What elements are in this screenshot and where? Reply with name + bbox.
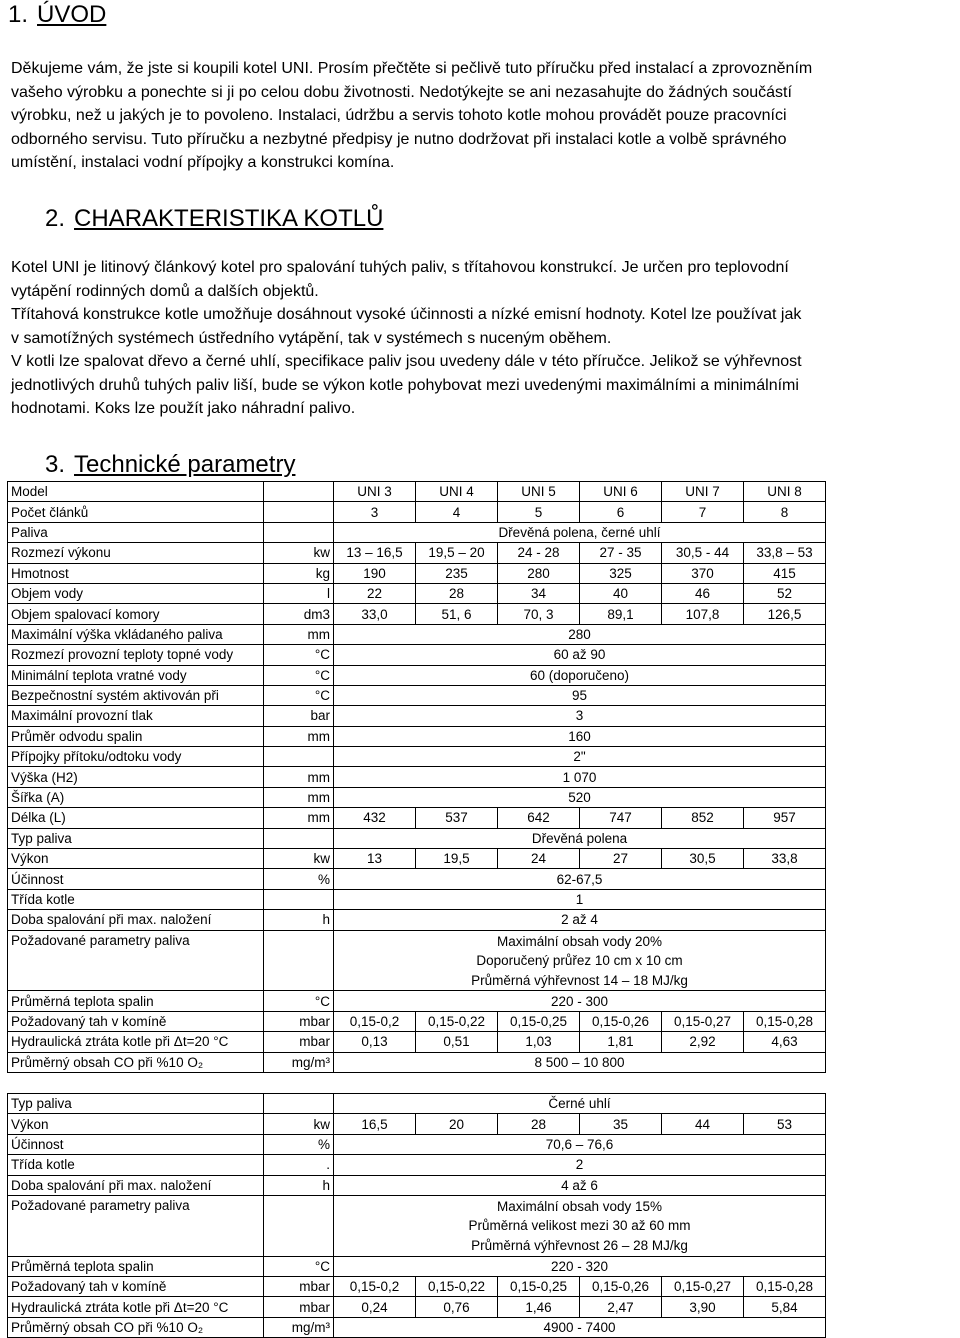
parameter-label: Průměrná teplota spalin — [8, 991, 264, 1011]
parameter-label: Minimální teplota vratné vody — [8, 665, 264, 685]
value-cell: 89,1 — [580, 604, 662, 624]
value-cell: 70, 3 — [498, 604, 580, 624]
span-value-cell: Dřevěná polena — [334, 828, 826, 848]
value-cell: UNI 5 — [498, 482, 580, 502]
parameter-label: Délka (L) — [8, 808, 264, 828]
parameter-unit: mm — [264, 767, 334, 787]
table-row — [8, 1114, 826, 1134]
value-cell: 537 — [416, 808, 498, 828]
text-line: umístění, instalaci vodní přípojky a konstrukci komína. — [11, 154, 395, 171]
value-cell: 2,47 — [580, 1297, 662, 1317]
span-value-cell: Dřevěná polena, černé uhlí — [334, 522, 826, 542]
requirement-line: Průměrná výhřevnost 26 – 28 MJ/kg — [471, 1238, 688, 1254]
table-row — [8, 604, 826, 624]
text-line: vytápění rodinných domů a dalších objektů. — [11, 282, 319, 300]
fuel-requirements-cell — [334, 930, 826, 991]
parameter-unit: mm — [264, 787, 334, 807]
parameter-unit: l — [264, 583, 334, 603]
parameter-unit — [264, 889, 334, 909]
text-line: jednotlivých druhů tuhých paliv liší, bude se výkon kotle pohybovat mezi uvedenými maximálními a minimálními — [11, 376, 799, 394]
text-line: Kotel UNI je litinový článkový kotel pro spalování tuhých paliv, s třítahovou konstrukcí. Je určen pro teplovodní — [11, 259, 789, 276]
span-value-cell: Černé uhlí — [334, 1093, 826, 1113]
table-row — [8, 706, 826, 726]
parameter-label: Bezpečnostní systém aktivován při — [8, 685, 264, 705]
parameter-label: Průměrný obsah CO při %10 O₂ — [8, 1317, 264, 1337]
text-line: odborného servisu. Tuto příručku a nezbytné předpisy je nutno dodržovat při instalaci kotle a volbě správného — [11, 130, 787, 148]
value-cell: 3,90 — [662, 1297, 744, 1317]
value-cell: 0,51 — [416, 1032, 498, 1052]
parameter-unit: mm — [264, 808, 334, 828]
table-row — [8, 910, 826, 930]
table-row — [8, 787, 826, 807]
text-line: výrobku, než u jakých je to povoleno. Instalaci, údržbu a servis tohoto kotle mohou provádět pouze pracovníci — [11, 107, 787, 124]
span-value-cell: 62-67,5 — [334, 869, 826, 889]
span-value-cell: 520 — [334, 787, 826, 807]
value-cell: UNI 4 — [416, 482, 498, 502]
value-cell: 0,15-0,27 — [662, 1011, 744, 1031]
value-cell: 3 — [334, 502, 416, 522]
table-row — [8, 1277, 826, 1297]
parameter-unit: °C — [264, 685, 334, 705]
table-row — [8, 930, 826, 991]
value-cell: 24 - 28 — [498, 543, 580, 563]
parameter-unit: mg/m³ — [264, 1052, 334, 1072]
section-title: Technické parametry — [74, 451, 296, 478]
span-value-cell: 60 až 90 — [334, 645, 826, 665]
value-cell: UNI 8 — [744, 482, 826, 502]
value-cell: UNI 6 — [580, 482, 662, 502]
span-value-cell: 8 500 – 10 800 — [334, 1052, 826, 1072]
parameter-label: Požadované parametry paliva — [8, 1195, 264, 1256]
parameter-unit: h — [264, 910, 334, 930]
table-row — [8, 1155, 826, 1175]
parameter-label: Model — [8, 482, 264, 502]
value-cell: 852 — [662, 808, 744, 828]
value-cell: 4 — [416, 502, 498, 522]
parameter-unit — [264, 747, 334, 767]
value-cell: 35 — [580, 1114, 662, 1134]
parameter-label: Hydraulická ztráta kotle při Δt=20 °C — [8, 1297, 264, 1317]
table-row — [8, 869, 826, 889]
section-number: 1. — [8, 1, 29, 28]
value-cell: 1,03 — [498, 1032, 580, 1052]
table-row — [8, 1093, 826, 1113]
value-cell: 957 — [744, 808, 826, 828]
table-row — [8, 889, 826, 909]
table-row — [8, 726, 826, 746]
parameter-unit: % — [264, 1134, 334, 1154]
table-row — [8, 1052, 826, 1072]
section-number: 3. — [45, 451, 66, 478]
parameter-unit: mbar — [264, 1297, 334, 1317]
table-row — [8, 1317, 826, 1337]
value-cell: 19,5 – 20 — [416, 543, 498, 563]
span-value-cell: 1 070 — [334, 767, 826, 787]
value-cell: 13 — [334, 849, 416, 869]
table-row — [8, 685, 826, 705]
requirement-line: Maximální obsah vody 15% — [496, 1198, 663, 1214]
value-cell: 24 — [498, 849, 580, 869]
parameter-label: Typ paliva — [8, 828, 264, 848]
value-cell: 53 — [744, 1114, 826, 1134]
parameter-unit: h — [264, 1175, 334, 1195]
parameter-label: Typ paliva — [8, 1093, 264, 1113]
table-row — [8, 767, 826, 787]
value-cell: 52 — [744, 583, 826, 603]
parameter-label: Průměr odvodu spalin — [8, 726, 264, 746]
parameter-label: Třída kotle — [8, 1155, 264, 1175]
value-cell: 0,13 — [334, 1032, 416, 1052]
value-cell: 0,24 — [334, 1297, 416, 1317]
value-cell: UNI 7 — [662, 482, 744, 502]
section-title: ÚVOD — [37, 1, 107, 28]
table-row — [8, 1134, 826, 1154]
value-cell: 27 - 35 — [580, 543, 662, 563]
text-line: Třítahová konstrukce kotle umožňuje dosáhnout vysoké účinnosti a nízké emisní hodnoty. Kotel lze používat jak — [11, 306, 802, 323]
parameter-label: Požadovaný tah v komíně — [8, 1277, 264, 1297]
parameter-unit — [264, 1093, 334, 1113]
parameter-label: Rozmezí provozní teploty topné vody — [8, 645, 264, 665]
span-value-cell: 2 — [334, 1155, 826, 1175]
parameter-unit: dm3 — [264, 604, 334, 624]
parameter-label: Rozmezí výkonu — [8, 543, 264, 563]
value-cell: 5 — [498, 502, 580, 522]
value-cell: 27 — [580, 849, 662, 869]
value-cell: 33,0 — [334, 604, 416, 624]
span-value-cell: 1 — [334, 889, 826, 909]
parameter-unit: kw — [264, 1114, 334, 1134]
span-value-cell: 4 až 6 — [334, 1175, 826, 1195]
parameter-unit: mm — [264, 624, 334, 644]
value-cell: 51, 6 — [416, 604, 498, 624]
span-value-cell: 4900 - 7400 — [334, 1317, 826, 1337]
table-row — [8, 543, 826, 563]
parameter-unit: % — [264, 869, 334, 889]
section-3-heading — [45, 451, 295, 479]
parameter-unit — [264, 482, 334, 502]
parameter-unit: °C — [264, 1256, 334, 1276]
value-cell: 0,15-0,28 — [744, 1011, 826, 1031]
value-cell: 325 — [580, 563, 662, 583]
section-number: 2. — [45, 205, 66, 232]
value-cell: 44 — [662, 1114, 744, 1134]
span-value-cell: 160 — [334, 726, 826, 746]
characteristics-paragraph — [11, 256, 949, 421]
parameter-label: Účinnost — [8, 869, 264, 889]
value-cell: 8 — [744, 502, 826, 522]
value-cell: 280 — [498, 563, 580, 583]
value-cell: 5,84 — [744, 1297, 826, 1317]
parameter-label: Průměrný obsah CO při %10 O₂ — [8, 1052, 264, 1072]
parameter-label: Výkon — [8, 849, 264, 869]
intro-paragraph — [11, 57, 949, 175]
value-cell: 33,8 — [744, 849, 826, 869]
span-value-cell: 60 (doporučeno) — [334, 665, 826, 685]
table-row — [8, 583, 826, 603]
value-cell: 30,5 — [662, 849, 744, 869]
requirement-line: Maximální obsah vody 20% — [496, 933, 663, 949]
table-row — [8, 665, 826, 685]
requirement-line: Průměrná výhřevnost 14 – 18 MJ/kg — [471, 972, 688, 988]
requirement-line: Doporučený průřez 10 cm x 10 cm — [476, 953, 683, 969]
table-row — [8, 1256, 826, 1276]
section-1-heading — [8, 1, 106, 29]
value-cell: 126,5 — [744, 604, 826, 624]
value-cell: 0,15-0,26 — [580, 1011, 662, 1031]
value-cell: 40 — [580, 583, 662, 603]
table-row — [8, 747, 826, 767]
value-cell: 0,15-0,27 — [662, 1277, 744, 1297]
table-row — [8, 849, 826, 869]
text-line: V kotli lze spalovat dřevo a černé uhlí, specifikace paliv jsou uvedeny dále v této příručce. Jelikož se výhřevnost — [11, 353, 802, 370]
span-value-cell: 2" — [334, 747, 826, 767]
parameter-unit: kw — [264, 849, 334, 869]
value-cell: 370 — [662, 563, 744, 583]
parameter-unit: mbar — [264, 1277, 334, 1297]
parameter-unit: °C — [264, 645, 334, 665]
table-row — [8, 522, 826, 542]
value-cell: 30,5 - 44 — [662, 543, 744, 563]
parameter-label: Přípojky přítoku/odtoku vody — [8, 747, 264, 767]
value-cell: 747 — [580, 808, 662, 828]
table-row — [8, 828, 826, 848]
span-value-cell: 3 — [334, 706, 826, 726]
table-row — [8, 1195, 826, 1256]
section-2-heading — [45, 205, 383, 233]
value-cell: 28 — [416, 583, 498, 603]
parameter-label: Požadované parametry paliva — [8, 930, 264, 991]
parameter-label: Hydraulická ztráta kotle při Δt=20 °C — [8, 1032, 264, 1052]
parameter-unit: mbar — [264, 1032, 334, 1052]
value-cell: 4,63 — [744, 1032, 826, 1052]
value-cell: 2,92 — [662, 1032, 744, 1052]
value-cell: 16,5 — [334, 1114, 416, 1134]
span-value-cell: 220 - 300 — [334, 991, 826, 1011]
value-cell: 0,15-0,2 — [334, 1277, 416, 1297]
technical-parameters-table — [7, 481, 826, 1338]
parameter-unit: kg — [264, 563, 334, 583]
parameter-label: Šířka (A) — [8, 787, 264, 807]
value-cell: 432 — [334, 808, 416, 828]
table-row — [8, 1297, 826, 1317]
value-cell: 0,15-0,25 — [498, 1277, 580, 1297]
fuel-requirements-cell — [334, 1195, 826, 1256]
parameter-unit: mg/m³ — [264, 1317, 334, 1337]
value-cell: 6 — [580, 502, 662, 522]
parameter-unit: . — [264, 1155, 334, 1175]
value-cell: 13 – 16,5 — [334, 543, 416, 563]
parameter-label: Objem vody — [8, 583, 264, 603]
table-row — [8, 808, 826, 828]
span-value-cell: 280 — [334, 624, 826, 644]
table-row — [8, 991, 826, 1011]
requirement-line: Průměrná velikost mezi 30 až 60 mm — [468, 1218, 691, 1234]
parameter-label: Objem spalovací komory — [8, 604, 264, 624]
table-row — [8, 624, 826, 644]
value-cell: 22 — [334, 583, 416, 603]
parameter-label: Paliva — [8, 522, 264, 542]
table-row — [8, 1032, 826, 1052]
table-row — [8, 1072, 826, 1093]
parameter-label: Maximální provozní tlak — [8, 706, 264, 726]
parameter-unit — [264, 1195, 334, 1256]
text-line: Děkujeme vám, že jste si koupili kotel UNI. Prosím přečtěte si pečlivě tuto příručku před instalací a zprovozněním — [11, 60, 813, 77]
table-row — [8, 1175, 826, 1195]
parameter-label: Počet článků — [8, 502, 264, 522]
text-line: v samotížných systémech ústředního vytápění, tak v systémech s nuceným oběhem. — [11, 329, 612, 347]
span-value-cell: 95 — [334, 685, 826, 705]
value-cell: 0,76 — [416, 1297, 498, 1317]
value-cell: 0,15-0,25 — [498, 1011, 580, 1031]
span-value-cell: 220 - 320 — [334, 1256, 826, 1276]
value-cell: 7 — [662, 502, 744, 522]
value-cell: 0,15-0,22 — [416, 1011, 498, 1031]
value-cell: 34 — [498, 583, 580, 603]
value-cell: 0,15-0,26 — [580, 1277, 662, 1297]
parameter-unit: °C — [264, 991, 334, 1011]
parameter-unit — [264, 522, 334, 542]
parameter-unit: mbar — [264, 1011, 334, 1031]
parameter-unit — [264, 502, 334, 522]
parameter-label: Doba spalování při max. naložení — [8, 910, 264, 930]
value-cell: 19,5 — [416, 849, 498, 869]
parameter-unit: °C — [264, 665, 334, 685]
parameter-label: Doba spalování při max. naložení — [8, 1175, 264, 1195]
parameter-unit — [264, 828, 334, 848]
value-cell: 642 — [498, 808, 580, 828]
value-cell: 1,46 — [498, 1297, 580, 1317]
text-line: hodnotami. Koks lze použít jako náhradní palivo. — [11, 400, 356, 417]
value-cell: 235 — [416, 563, 498, 583]
value-cell: 0,15-0,28 — [744, 1277, 826, 1297]
value-cell: UNI 3 — [334, 482, 416, 502]
parameter-label: Hmotnost — [8, 563, 264, 583]
text-line: vašeho výrobku a ponechte si ji po celou dobu životnosti. Nedotýkejte se ani nezasahujte do žádných součástí — [11, 83, 792, 101]
span-value-cell: 70,6 – 76,6 — [334, 1134, 826, 1154]
parameter-label: Výška (H2) — [8, 767, 264, 787]
value-cell: 107,8 — [662, 604, 744, 624]
parameter-label: Maximální výška vkládaného paliva — [8, 624, 264, 644]
span-value-cell: 2 až 4 — [334, 910, 826, 930]
table-row — [8, 482, 826, 502]
value-cell: 1,81 — [580, 1032, 662, 1052]
value-cell: 28 — [498, 1114, 580, 1134]
value-cell: 415 — [744, 563, 826, 583]
value-cell: 33,8 – 53 — [744, 543, 826, 563]
value-cell: 190 — [334, 563, 416, 583]
table-row — [8, 502, 826, 522]
parameter-label: Požadovaný tah v komíně — [8, 1011, 264, 1031]
table-row — [8, 1011, 826, 1031]
parameter-label: Účinnost — [8, 1134, 264, 1154]
parameter-unit — [264, 930, 334, 991]
value-cell: 0,15-0,22 — [416, 1277, 498, 1297]
value-cell: 46 — [662, 583, 744, 603]
value-cell: 0,15-0,2 — [334, 1011, 416, 1031]
parameter-unit: mm — [264, 726, 334, 746]
value-cell: 20 — [416, 1114, 498, 1134]
parameter-label: Průměrná teplota spalin — [8, 1256, 264, 1276]
table-row — [8, 645, 826, 665]
parameter-label: Třída kotle — [8, 889, 264, 909]
parameter-unit: bar — [264, 706, 334, 726]
table-row — [8, 563, 826, 583]
spacer-cell — [8, 1072, 826, 1093]
parameter-label: Výkon — [8, 1114, 264, 1134]
section-title: CHARAKTERISTIKA KOTLŮ — [74, 205, 384, 232]
parameter-unit: kw — [264, 543, 334, 563]
